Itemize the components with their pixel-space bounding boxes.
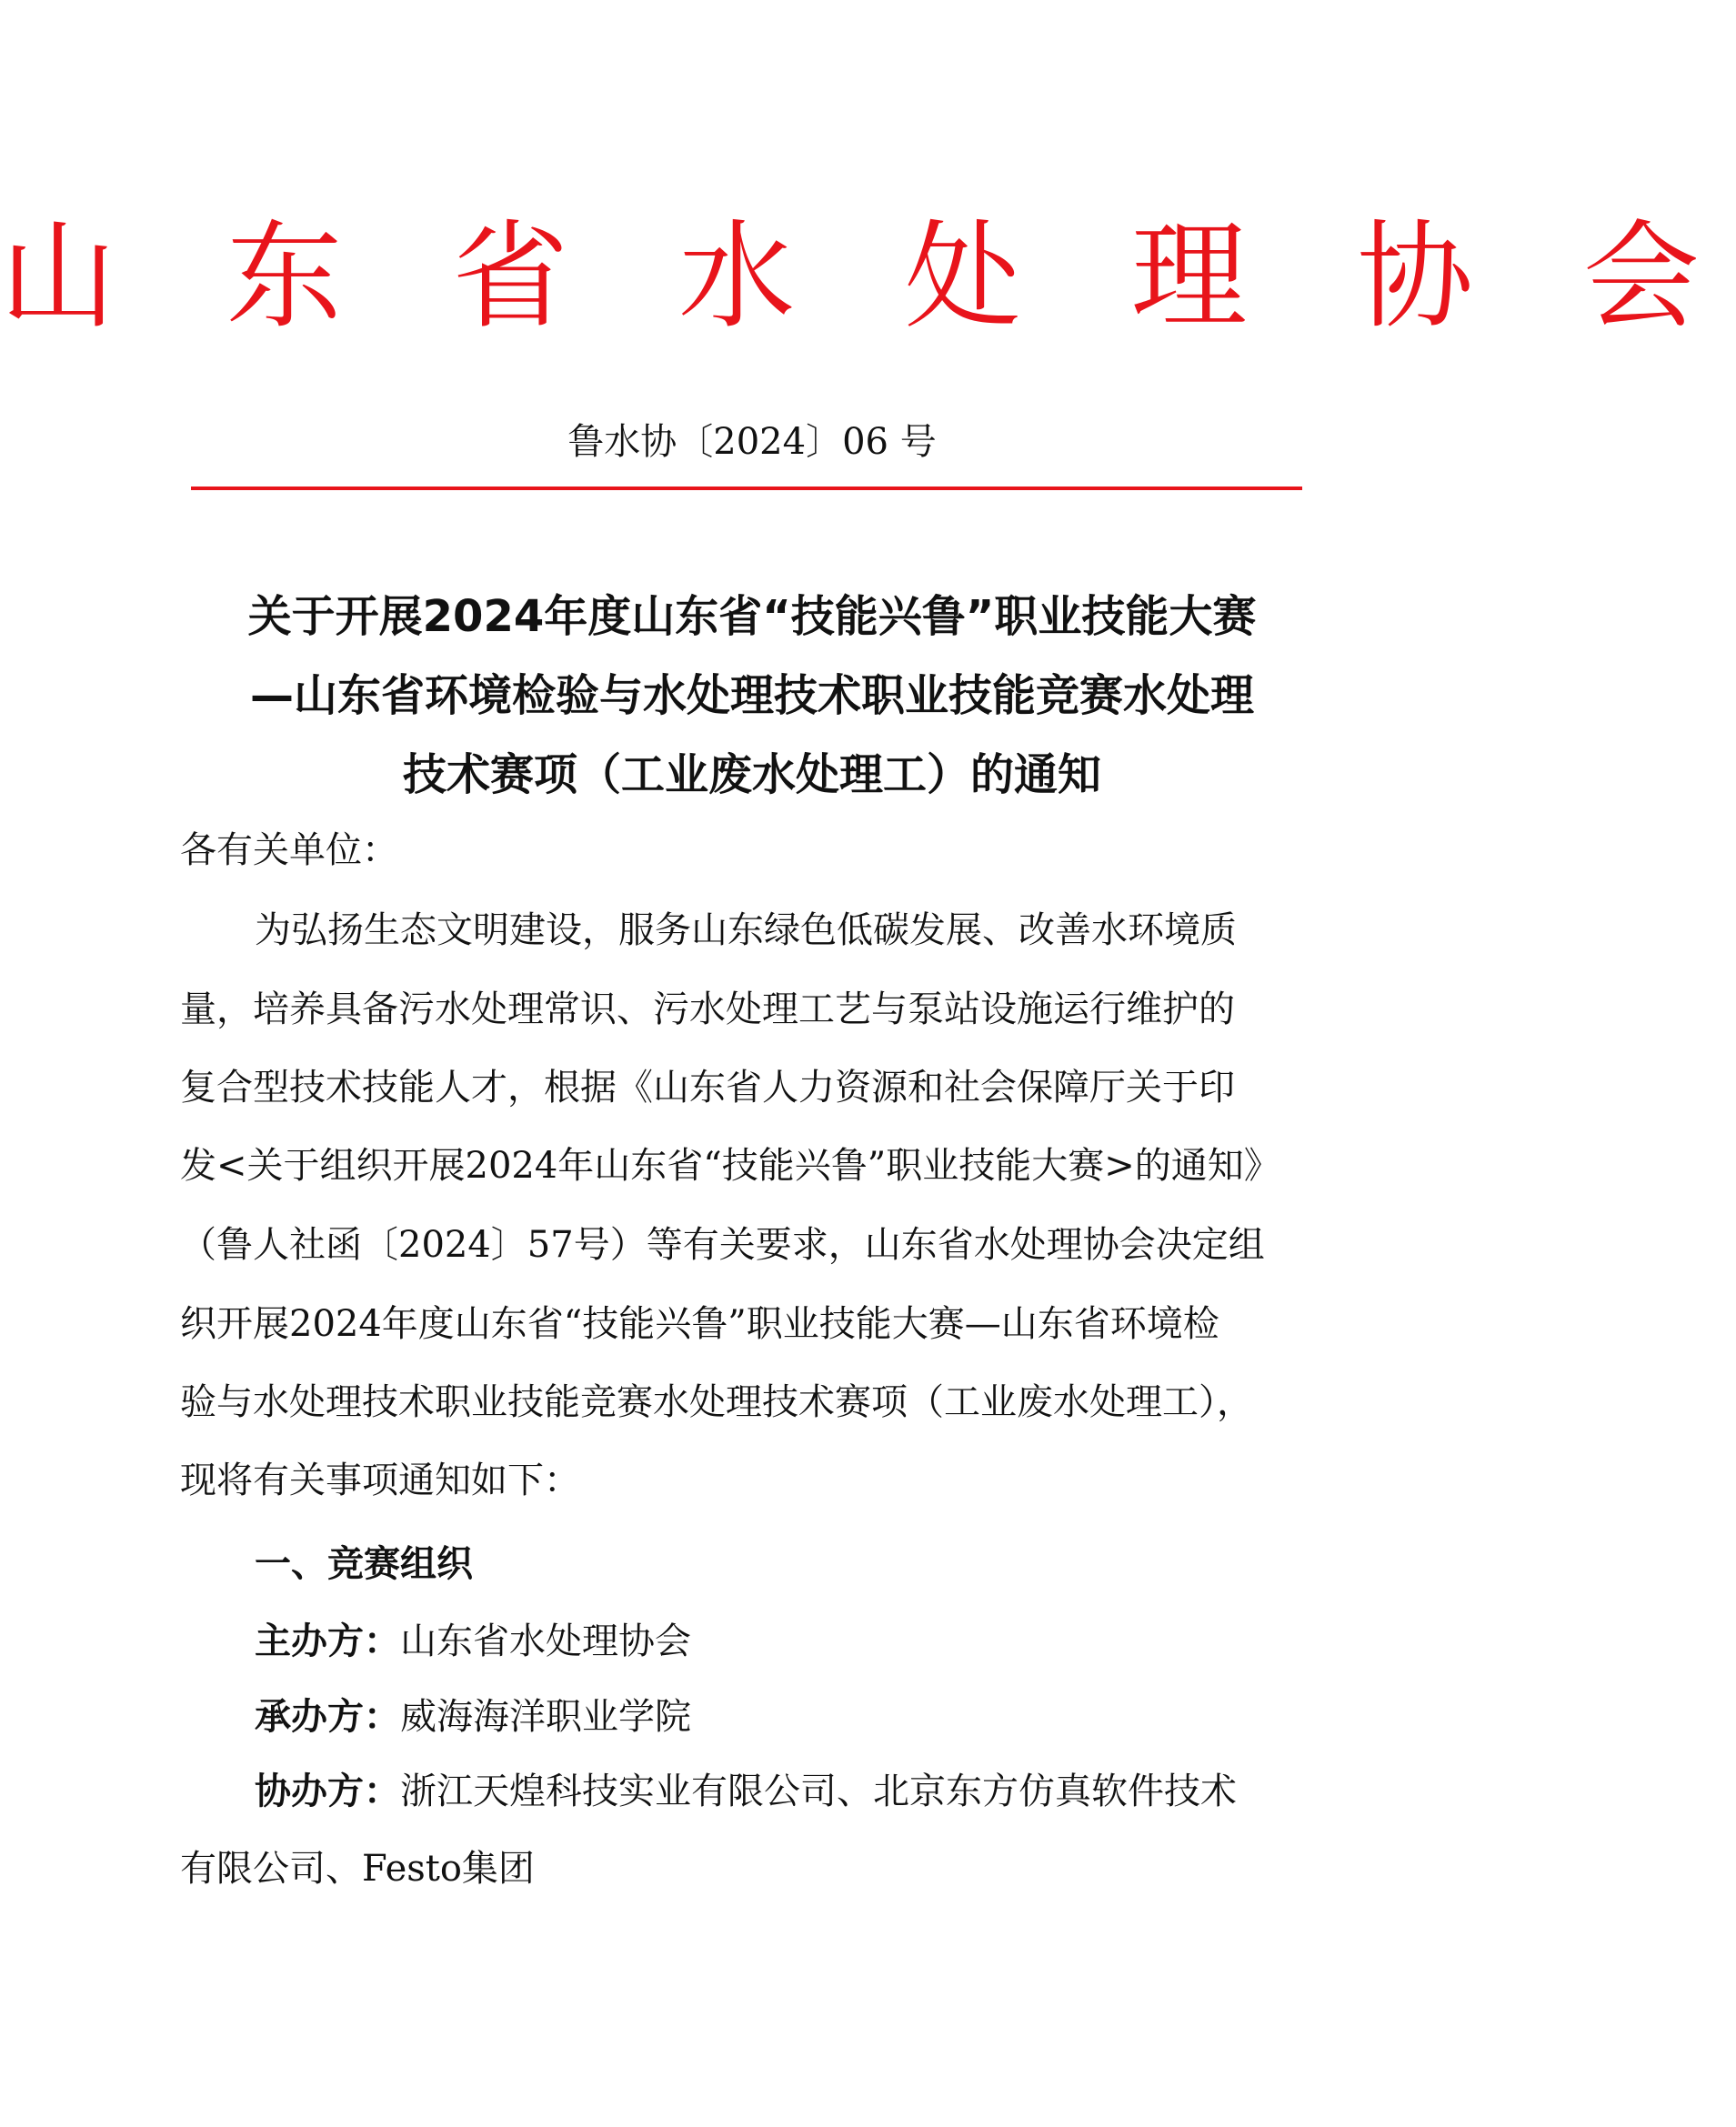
notice-title [0,577,1504,815]
title-line-1: 关于开展2024年度山东省“技能兴鲁”职业技能大赛 [247,591,1257,642]
section-heading-competition-organization: 一、竞赛组织 [255,1543,473,1585]
paragraph-line: 织开展2024年度山东省“技能兴鲁”职业技能大赛—山东省环境检 [180,1303,1219,1345]
organizer-row [255,1691,691,1742]
host-label: 主办方： [255,1620,400,1662]
paragraph-line: 量，培养具备污水处理常识、污水处理工艺与泵站设施运行维护的 [180,988,1235,1030]
paragraph-line: 复合型技术技能人才，根据《山东省人力资源和社会保障厅关于印 [180,1067,1235,1109]
organizer-label: 承办方： [255,1696,400,1738]
title-line-2: —山东省环境检验与水处理技术职业技能竞赛水处理 [249,670,1254,721]
document-number: 鲁水协〔2024〕06 号 [567,421,937,463]
paragraph-line: 为弘扬生态文明建设，服务山东绿色低碳发展、改善水环境质 [255,909,1237,951]
co-organizer-row [255,1766,1237,1817]
co-organizer-label: 协办方： [255,1771,400,1812]
paragraph-line: 发<关于组织开展2024年山东省“技能兴鲁”职业技能大赛>的通知》 [180,1145,1280,1187]
host-row [255,1616,691,1667]
organizer-value: 威海海洋职业学院 [400,1696,691,1738]
paragraph-line: 验与水处理技术职业技能竞赛水处理技术赛项（工业废水处理工）， [180,1381,1253,1423]
paragraph-line: （鲁人社函〔2024〕57号）等有关要求，山东省水处理协会决定组 [180,1224,1265,1266]
host-value: 山东省水处理协会 [400,1620,691,1662]
title-line-3: 技术赛项（工业废水处理工）的通知 [402,749,1101,800]
co-organizer-value: 浙江天煌科技实业有限公司、北京东方仿真软件技术 [400,1771,1237,1812]
co-organizer-value-continued: 有限公司、Festo集团 [180,1848,535,1890]
red-divider-line [191,487,1302,490]
salutation: 各有关单位： [180,829,398,871]
issuing-organization-header: 山 东 省 水 处 理 协 会 [0,209,1736,345]
paragraph-line: 现将有关事项通知如下： [180,1460,580,1501]
